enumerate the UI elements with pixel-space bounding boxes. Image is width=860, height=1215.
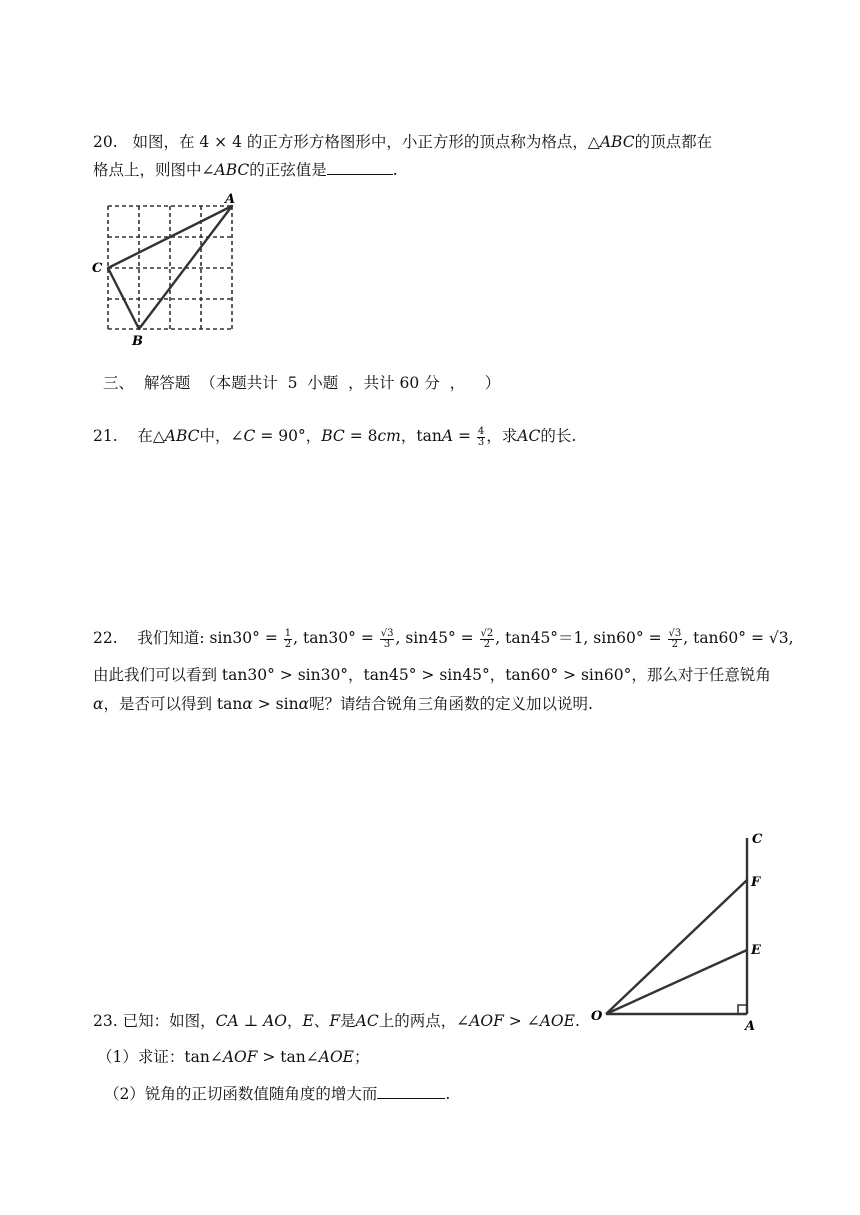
q23-label-o: O: [591, 1009, 603, 1024]
q22-line2: 由此我们可以看到 tan30° > sin30°，tan45° > sin45°，tan60° > sin60°，那么对于任意锐角: [93, 666, 771, 684]
q23-text: （1）求证：tan∠: [97, 1048, 223, 1066]
q23-label-f: F: [751, 875, 761, 890]
q21-bc: BC: [321, 427, 345, 445]
q23-text: > tan∠: [257, 1048, 319, 1066]
q22-line3: [93, 693, 593, 715]
q23-text: .: [445, 1085, 451, 1103]
q20-text: 的顶点都在: [634, 133, 713, 151]
q23-line1: [93, 1010, 580, 1032]
q21-frac-den: 3: [477, 436, 485, 448]
q20-number: 20.: [93, 133, 118, 151]
q21-frac-num: 4: [477, 425, 485, 437]
q21-text: = 8: [344, 427, 378, 445]
q23-f: F: [329, 1012, 341, 1030]
q22-number: 22.: [93, 629, 118, 647]
q23-text: 已知：如图，: [122, 1012, 216, 1030]
q23-label-c: C: [752, 832, 763, 847]
q20-grid-size: 4 × 4: [199, 133, 242, 151]
q21-line: [93, 425, 576, 448]
q22-alpha: α: [93, 695, 104, 713]
q23-aof: AOF: [469, 1012, 504, 1030]
q22-alpha: α: [242, 695, 253, 713]
q20-label-c: C: [92, 261, 103, 276]
q21-angle-name: C: [243, 427, 256, 445]
q22-f1-den: 2: [284, 638, 292, 650]
q22-text: > sin: [252, 695, 299, 713]
q22-f2-num: √3: [380, 627, 394, 639]
q20-text: 如图，在: [132, 133, 195, 151]
q22-text: , sin45° =: [395, 629, 479, 647]
q23-e: E: [302, 1012, 314, 1030]
q23-text: ⊥: [238, 1012, 264, 1030]
q22-line1: [93, 627, 794, 650]
q21-text: 中，∠: [199, 427, 244, 445]
q20-angle-name: ABC: [214, 161, 250, 179]
q23-aoe: AOE: [318, 1048, 354, 1066]
q22-text: , tan60° = √3,: [683, 629, 794, 647]
q23-aoe: AOE: [539, 1012, 575, 1030]
q22-alpha: α: [298, 695, 310, 713]
q20-text: .: [392, 161, 398, 179]
q23-text: ；: [353, 1048, 370, 1066]
q23-line-oe: [606, 950, 747, 1014]
q23-text: .: [574, 1012, 580, 1030]
q22-text: 呢？请结合锐角三角函数的定义加以说明.: [309, 695, 593, 713]
q21-text: ，tan: [400, 427, 442, 445]
q22-f1-num: 1: [284, 627, 292, 639]
q23-line-of: [606, 880, 747, 1014]
q23-answer-blank[interactable]: [377, 1084, 445, 1099]
q23-text: ，: [287, 1012, 303, 1030]
q22-f2-den: 3: [383, 638, 391, 650]
q23-ca: CA: [215, 1012, 239, 1030]
q23-text: 上的两点，∠: [378, 1012, 470, 1030]
q21-fraction: [477, 427, 485, 448]
q23-part1: [97, 1046, 369, 1068]
q20-grid-figure: [88, 190, 248, 350]
q22-text: , tan45°＝1, sin60° =: [495, 629, 667, 647]
q21-text: = 90°，: [255, 427, 322, 445]
q21-triangle-name: ABC: [164, 427, 200, 445]
q20-line2: [93, 159, 398, 181]
q22-f4-num: √3: [668, 627, 682, 639]
q20-text: 格点上，则图中∠: [93, 161, 215, 179]
q20-text: 的正弦值是: [249, 161, 327, 179]
q23-number: 23.: [93, 1012, 118, 1030]
q22-text: , tan30° =: [293, 629, 379, 647]
q22-fraction-3: [480, 629, 495, 650]
q22-f4-den: 2: [671, 638, 679, 650]
q23-label-a: A: [745, 1019, 756, 1034]
q23-figure: [590, 825, 770, 1035]
q23-right-angle-mark: [738, 1005, 747, 1014]
q23-ac: AC: [355, 1012, 379, 1030]
q21-ac: AC: [517, 427, 541, 445]
q21-text: 的长.: [540, 427, 577, 445]
q21-text: =: [453, 427, 476, 445]
q20-line1: [93, 131, 712, 153]
q20-triangle-name: ABC: [599, 133, 635, 151]
q22-f3-num: √2: [480, 627, 494, 639]
q20-text: 的正方形方格图形中，小正方形的顶点称为格点，△: [246, 133, 600, 151]
q21-angle-a: A: [441, 427, 454, 445]
q21-text: 在△: [137, 427, 165, 445]
q22-fraction-4: [668, 629, 683, 650]
q22-f3-den: 2: [483, 638, 491, 650]
q21-number: 21.: [93, 427, 118, 445]
q22-text: ，是否可以得到 tan: [103, 695, 243, 713]
q21-text: ，求: [486, 427, 518, 445]
q22-text: 我们知道: sin30° =: [137, 629, 283, 647]
q21-unit: cm: [377, 427, 401, 445]
q20-dashed-grid: [108, 206, 232, 329]
q23-aof: AOF: [222, 1048, 258, 1066]
q20-label-b: B: [132, 334, 143, 349]
q23-part2: [104, 1083, 450, 1105]
q22-fraction-2: [380, 629, 395, 650]
q23-text: （2）锐角的正切函数值随角度的增大而: [104, 1085, 378, 1103]
q23-text: > ∠: [503, 1012, 540, 1030]
q23-text: 是: [340, 1012, 356, 1030]
q20-label-a: A: [225, 192, 236, 207]
section3-heading: 三、 解答题 （本题共计 5 小题 ，共计 60 分 ， ）: [103, 374, 501, 392]
q23-label-e: E: [751, 943, 761, 958]
q20-answer-blank[interactable]: [327, 160, 393, 175]
q23-text: 、: [313, 1012, 330, 1030]
q22-fraction-1: [284, 629, 292, 650]
q23-ao: AO: [263, 1012, 288, 1030]
